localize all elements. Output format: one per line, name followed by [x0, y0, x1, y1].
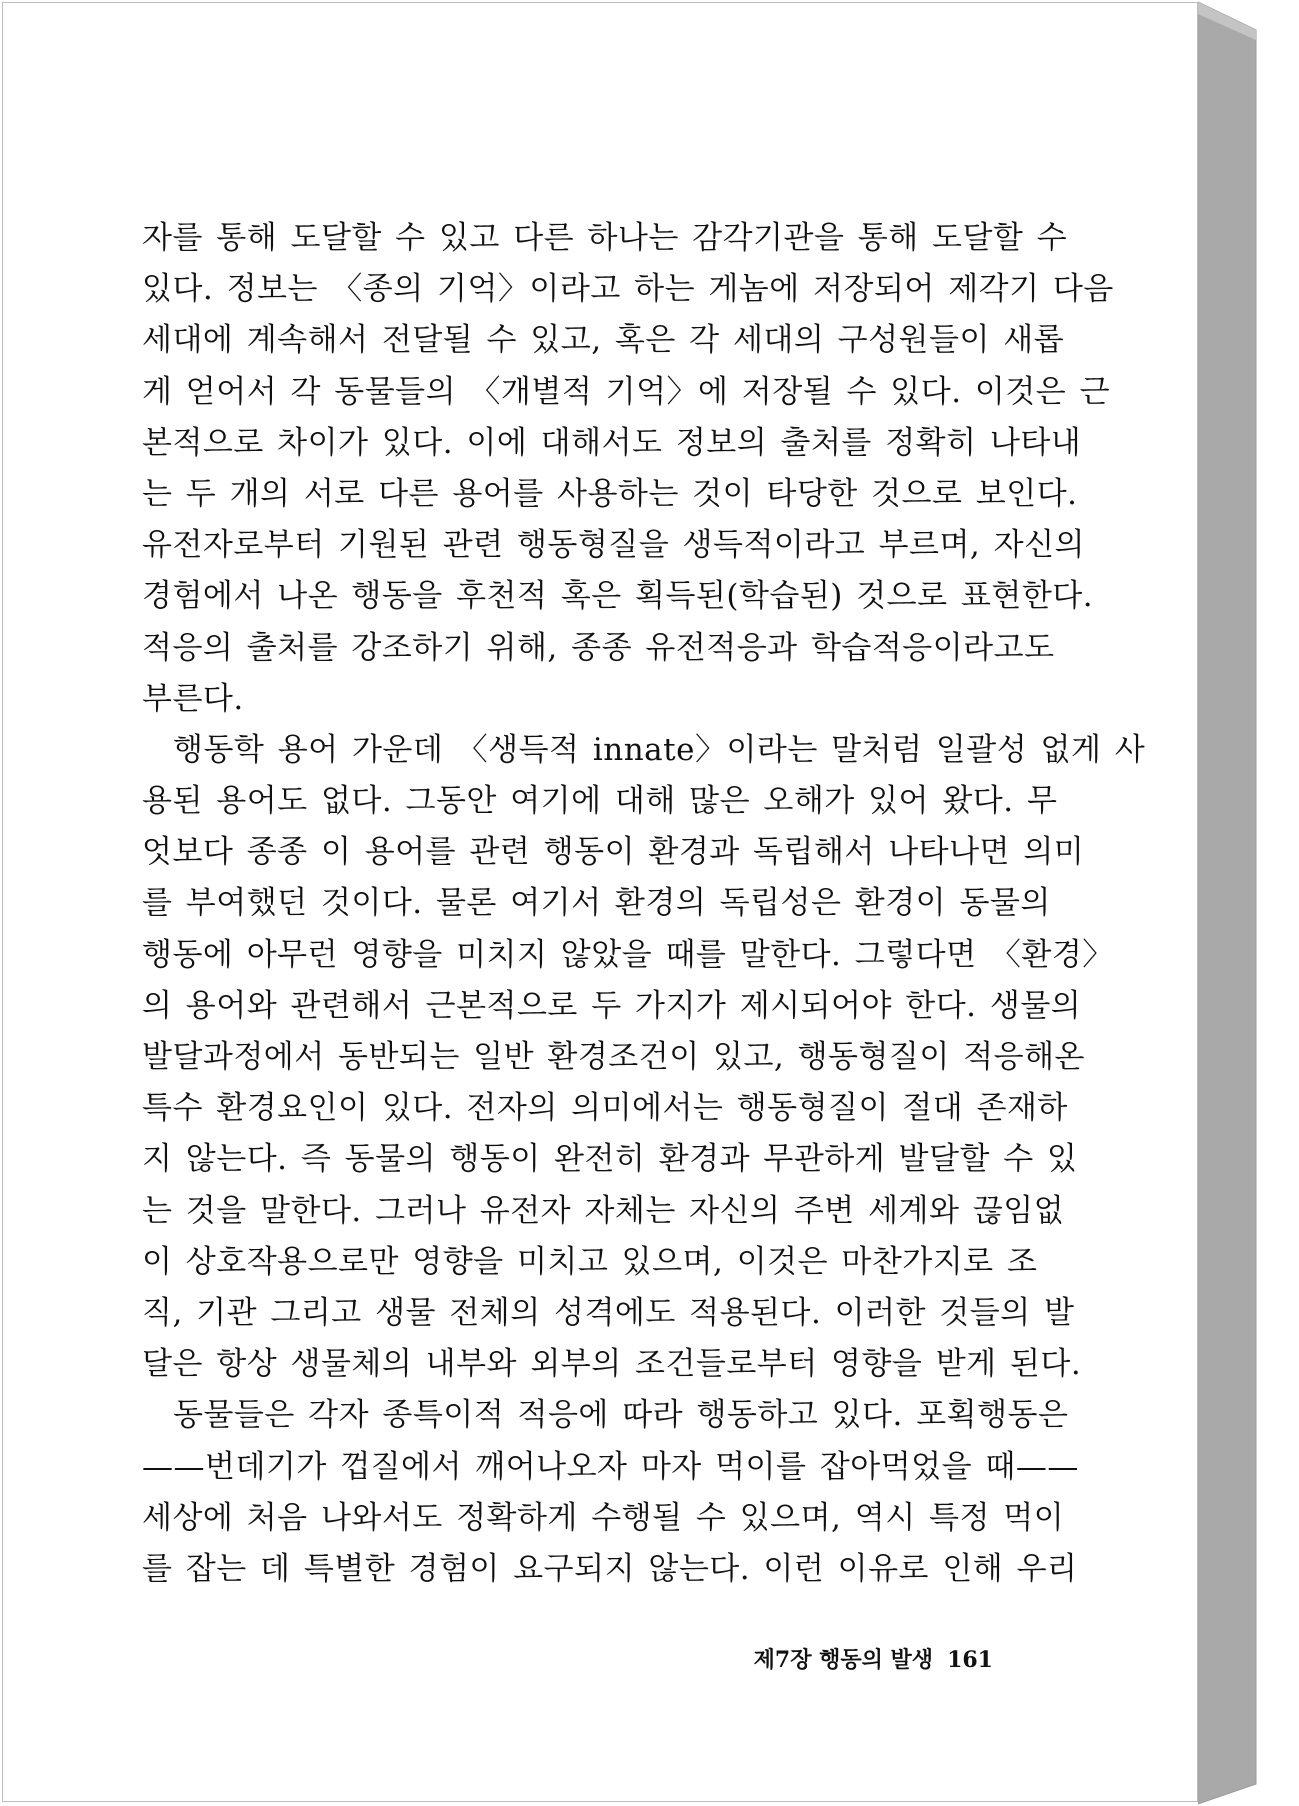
- text-line: 행동학 용어 가운데 〈생득적 innate〉이라는 말처럼 일괄성 없게 사: [173, 731, 1146, 768]
- text-line: 용된 용어도 없다. 그동안 여기에 대해 많은 오해가 있어 왔다. 무: [142, 783, 1058, 820]
- book-page: [2, 2, 1198, 1802]
- text-line: 게 얻어서 각 동물들의 〈개별적 기억〉에 저장될 수 있다. 이것은 근: [142, 373, 1111, 410]
- text-line: 본적으로 차이가 있다. 이에 대해서도 정보의 출처를 정확히 나타내: [142, 424, 1082, 461]
- text-line: 부른다.: [142, 680, 244, 717]
- text-line: 자를 통해 도달할 수 있고 다른 하나는 감각기관을 통해 도달할 수: [142, 220, 1068, 256]
- text-line: 를 잡는 데 특별한 경험이 요구되지 않는다. 이런 이유로 인해 우리: [142, 1550, 1078, 1587]
- text-line: 발달과정에서 동반되는 일반 환경조건이 있고, 행동형질이 적응해온: [142, 1039, 1085, 1075]
- text-line: 달은 항상 생물체의 내부와 외부의 조건들로부터 영향을 받게 된다.: [142, 1346, 1082, 1383]
- text-line: 동물들은 각자 종특이적 적응에 따라 행동하고 있다. 포획행동은: [173, 1397, 1069, 1434]
- text-line: 특수 환경요인이 있다. 전자의 의미에서는 행동형질이 절대 존재하: [142, 1090, 1068, 1127]
- text-line: 는 두 개의 서로 다른 용어를 사용하는 것이 타당한 것으로 보인다.: [142, 475, 1078, 512]
- text-line: 엇보다 종종 이 용어를 관련 행동이 환경과 독립해서 나타나면 의미: [142, 834, 1085, 871]
- text-line: 를 부여했던 것이다. 물론 여기서 환경의 독립성은 환경이 동물의: [142, 885, 1051, 922]
- text-line: 유전자로부터 기원된 관련 행동형질을 생득적이라고 부르며, 자신의: [142, 527, 1085, 564]
- text-line: 의 용어와 관련해서 근본적으로 두 가지가 제시되어야 한다. 생물의: [142, 987, 1082, 1024]
- text-line: 세상에 처음 나와서도 정확하게 수행될 수 있으며, 역시 특정 먹이: [142, 1499, 1065, 1536]
- page-number: 161: [947, 1647, 993, 1673]
- book-spine-edge: [1198, 0, 1297, 1806]
- text-line: 경험에서 나온 행동을 후천적 혹은 획득된(학습된) 것으로 표현한다.: [142, 578, 1094, 615]
- text-line: 지 않는다. 즉 동물의 행동이 완전히 환경과 무관하게 발달할 수 있: [142, 1141, 1078, 1178]
- text-line: 는 것을 말한다. 그러나 유전자 자체는 자신의 주변 세계와 끊임없: [142, 1192, 1065, 1229]
- text-line: 직, 기관 그리고 생물 전체의 성격에도 적용된다. 이러한 것들의 발: [142, 1294, 1075, 1331]
- running-header-chapter: 제7장 행동의 발생: [753, 1647, 934, 1673]
- body-text: [142, 213, 1146, 1595]
- text-line: 있다. 정보는 〈종의 기억〉이라고 하는 게놈에 저장되어 제각기 다음: [142, 271, 1114, 308]
- text-line: 이 상호작용으로만 영향을 미치고 있으며, 이것은 마찬가지로 조: [142, 1243, 1038, 1280]
- text-line: 행동에 아무런 영향을 미치지 않았을 때를 말한다. 그렇다면 〈환경〉: [142, 936, 1114, 973]
- text-line: 세대에 계속해서 전달될 수 있고, 혹은 각 세대의 구성원들이 새롭: [142, 322, 1065, 359]
- page-footer: [703, 1643, 993, 1674]
- text-line: 적응의 출처를 강조하기 위해, 종종 유전적응과 학습적응이라고도: [142, 629, 1055, 666]
- text-line: ——번데기가 껍질에서 깨어나오자 마자 먹이를 잡아먹었을 때——: [142, 1448, 1079, 1485]
